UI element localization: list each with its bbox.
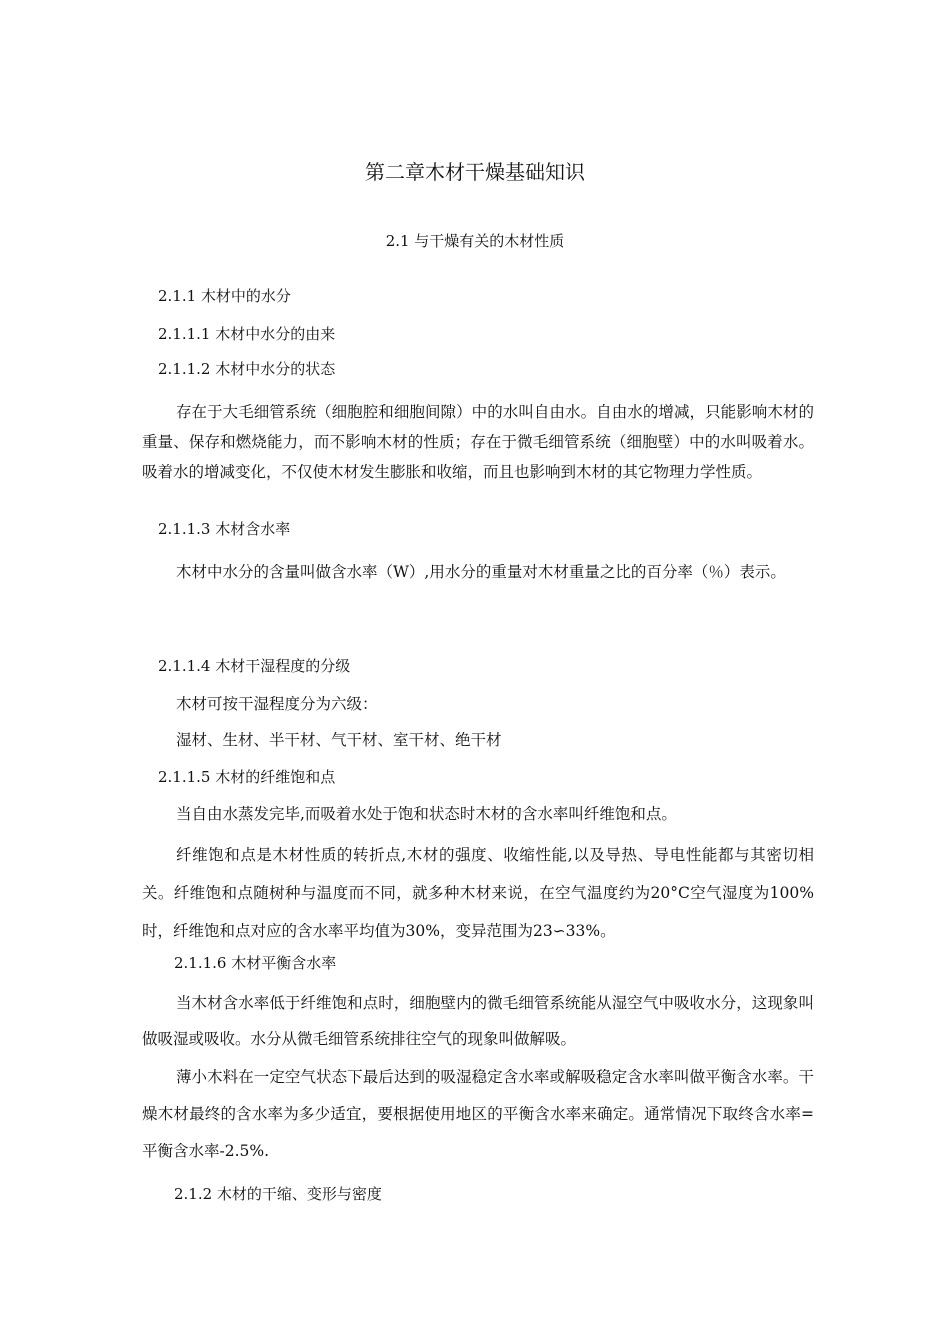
- paragraph-fiber-saturation: 纤维饱和点是木材性质的转折点,木材的强度、收缩性能,以及导热、导电性能都与其密切相关。纤维饱和点随树种与温度而不同，就多种木材来说，在空气温度约为20°C空气湿度为100%时，纤维饱和点对应的含水率平均值为30%，变异范围为23∽33%。: [142, 846, 814, 940]
- heading-2-1-1-4: 2.1.1.4 木材干湿程度的分级: [158, 657, 351, 675]
- grade-list-line: 湿材、生材、半干材、气干材、室干材、绝干材: [176, 731, 502, 749]
- heading-2-1-1-3: 2.1.1.3 木材含水率: [158, 520, 291, 538]
- heading-2-1-1-6: 2.1.1.6 木材平衡含水率: [174, 954, 337, 972]
- paragraph-moisture-content: 木材中水分的含量叫做含水率（W）,用水分的重量对木材重量之比的百分率（％）表示。: [176, 563, 786, 581]
- heading-2-1-1-1: 2.1.1.1 木材中水分的由来: [158, 325, 336, 343]
- paragraph-emc-sorption: 当木材含水率低于纤维饱和点时，细胞壁内的微毛细管系统能从湿空气中吸收水分，这现象叫做吸湿或吸收。水分从微毛细管系统排往空气的现象叫做解吸。: [142, 994, 814, 1048]
- heading-2-1-1-2: 2.1.1.2 木材中水分的状态: [158, 360, 336, 378]
- heading-2-1-1-5: 2.1.1.5 木材的纤维饱和点: [158, 768, 336, 786]
- paragraph-water-state: 存在于大毛细管系统（细胞腔和细胞间隙）中的水叫自由水。自由水的增减，只能影响木材的重量、保存和燃烧能力，而不影响木材的性质；存在于微毛细管系统（细胞壁）中的水叫吸着水。吸着水的增减变化，不仅使木材发生膨胀和收缩，而且也影响到木材的其它物理力学性质。: [142, 403, 814, 481]
- heading-2-1-1: 2.1.1 木材中的水分: [158, 287, 291, 305]
- section-title-2-1: 2.1 与干燥有关的木材性质: [385, 232, 565, 250]
- heading-2-1-2: 2.1.2 木材的干缩、变形与密度: [174, 1185, 382, 1203]
- paragraph-emc-definition: 薄小木料在一定空气状态下最后达到的吸湿稳定含水率或解吸稳定含水率叫做平衡含水率。干燥木材最终的含水率为多少适宜，要根据使用地区的平衡含水率来确定。通常情况下取终含水率=平衡含水率-2.5%.: [142, 1068, 814, 1160]
- fsp-definition-line: 当自由水蒸发完毕,而吸着水处于饱和状态时木材的含水率叫纤维饱和点。: [176, 805, 677, 823]
- chapter-title: 第二章木材干燥基础知识: [365, 160, 585, 184]
- grade-intro-line: 木材可按干湿程度分为六级：: [176, 695, 378, 713]
